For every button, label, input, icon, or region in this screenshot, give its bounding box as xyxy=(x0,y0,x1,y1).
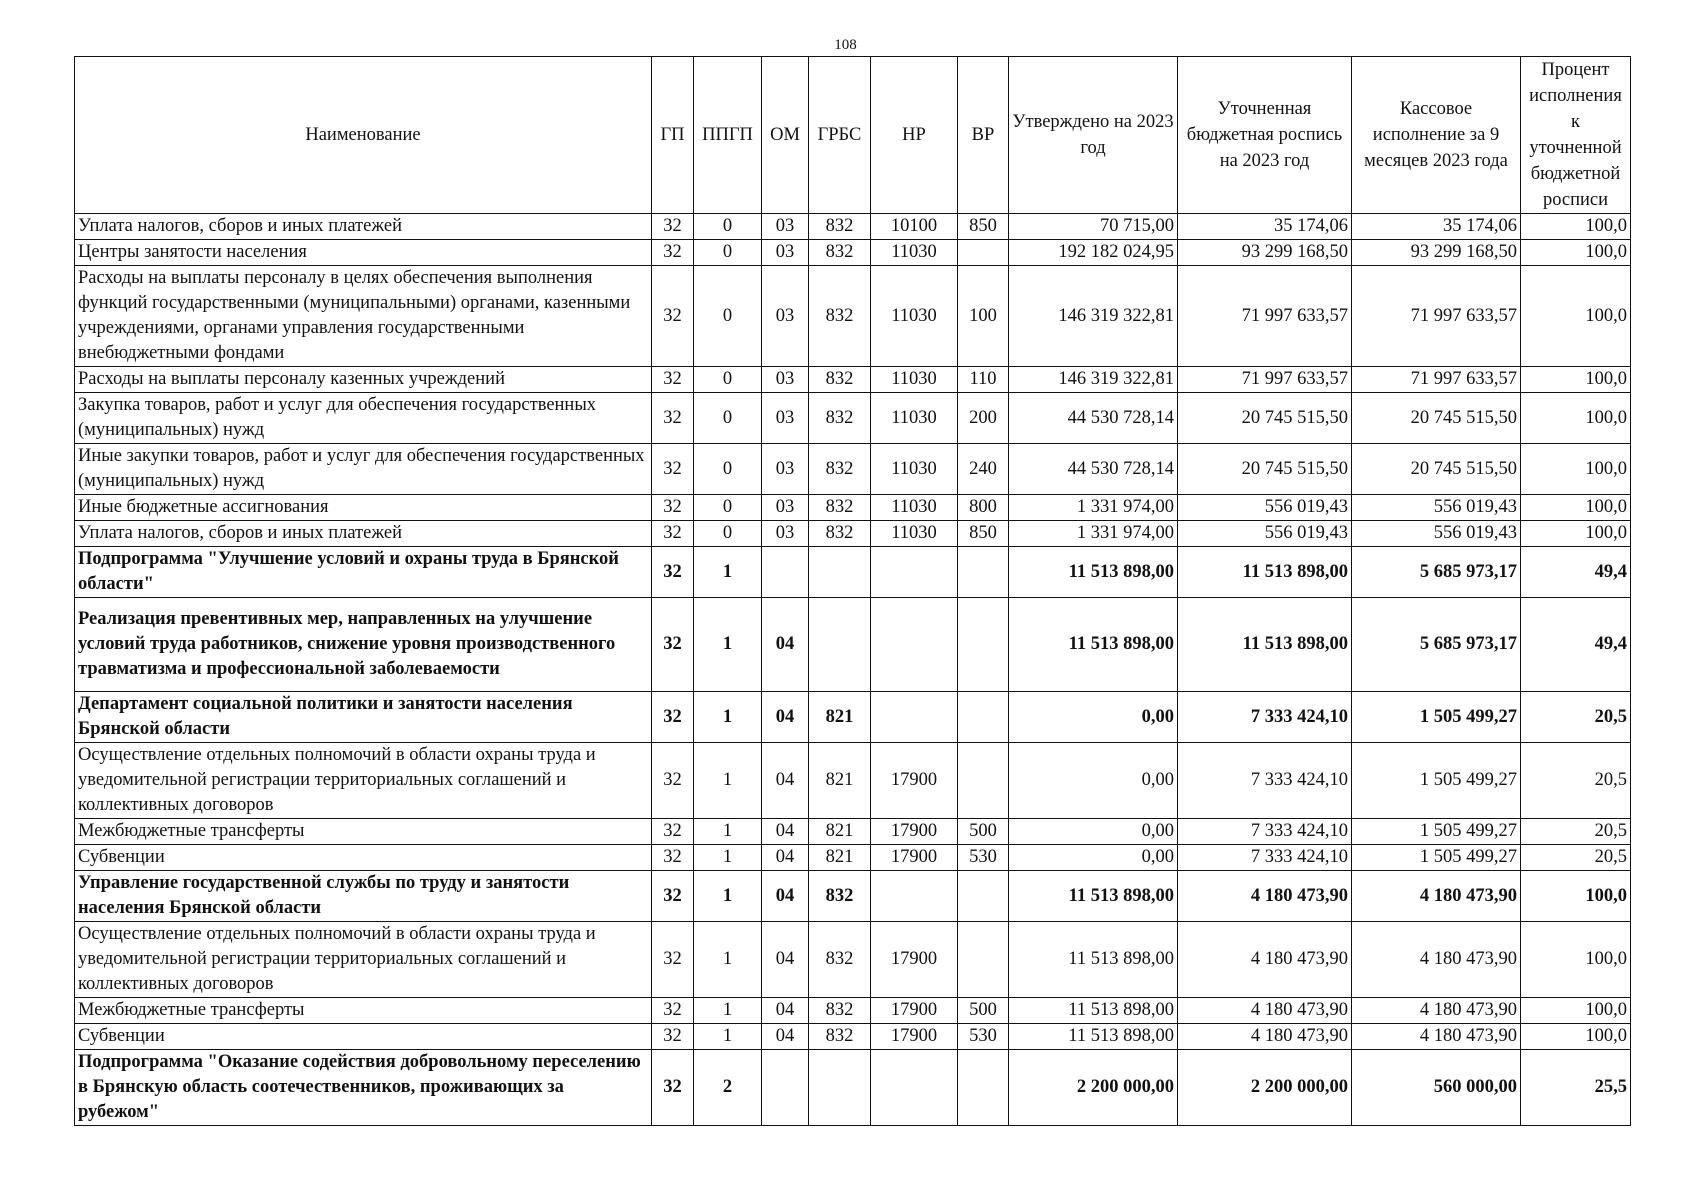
cell-vr xyxy=(958,547,1009,598)
header-np: НР xyxy=(871,57,958,214)
cell-ppgp: 0 xyxy=(694,393,762,444)
cell-ppgp: 0 xyxy=(694,240,762,266)
header-vr: ВР xyxy=(958,57,1009,214)
table-row xyxy=(75,240,1631,266)
cell-vr: 500 xyxy=(958,819,1009,845)
cell-cash: 20 745 515,50 xyxy=(1352,444,1521,495)
cell-name: Подпрограмма "Оказание содействия добровольному переселению в Брянскую область соотечественников, проживающих за рубежом" xyxy=(75,1050,652,1126)
table-row xyxy=(75,214,1631,240)
budget-table xyxy=(74,56,1631,1126)
cell-approved: 2 200 000,00 xyxy=(1009,1050,1178,1126)
cell-om: 04 xyxy=(762,819,809,845)
cell-cash: 93 299 168,50 xyxy=(1352,240,1521,266)
cell-gp: 32 xyxy=(652,743,694,819)
cell-grbs: 832 xyxy=(809,871,871,922)
cell-name: Центры занятости населения xyxy=(75,240,652,266)
cell-vr: 100 xyxy=(958,266,1009,367)
cell-np: 11030 xyxy=(871,495,958,521)
header-ppgp: ППГП xyxy=(694,57,762,214)
table-body xyxy=(75,214,1631,1126)
cell-refined: 11 513 898,00 xyxy=(1178,547,1352,598)
cell-gp: 32 xyxy=(652,845,694,871)
cell-om: 03 xyxy=(762,393,809,444)
cell-vr: 240 xyxy=(958,444,1009,495)
cell-cash: 1 505 499,27 xyxy=(1352,845,1521,871)
cell-approved: 1 331 974,00 xyxy=(1009,521,1178,547)
cell-gp: 32 xyxy=(652,819,694,845)
cell-om: 04 xyxy=(762,598,809,692)
cell-grbs: 832 xyxy=(809,214,871,240)
cell-approved: 11 513 898,00 xyxy=(1009,922,1178,998)
cell-cash: 5 685 973,17 xyxy=(1352,547,1521,598)
cell-name: Иные закупки товаров, работ и услуг для обеспечения государственных (муниципальных) нужд xyxy=(75,444,652,495)
cell-ppgp: 1 xyxy=(694,547,762,598)
cell-name: Уплата налогов, сборов и иных платежей xyxy=(75,214,652,240)
table-header-row xyxy=(75,57,1631,214)
cell-gp: 32 xyxy=(652,495,694,521)
cell-percent: 25,5 xyxy=(1521,1050,1631,1126)
cell-om xyxy=(762,547,809,598)
cell-vr: 500 xyxy=(958,998,1009,1024)
header-om: ОМ xyxy=(762,57,809,214)
cell-cash: 4 180 473,90 xyxy=(1352,922,1521,998)
cell-gp: 32 xyxy=(652,521,694,547)
cell-name: Уплата налогов, сборов и иных платежей xyxy=(75,521,652,547)
cell-refined: 11 513 898,00 xyxy=(1178,598,1352,692)
cell-om: 03 xyxy=(762,214,809,240)
header-cash: Кассовое исполнение за 9 месяцев 2023 года xyxy=(1352,57,1521,214)
header-gp: ГП xyxy=(652,57,694,214)
cell-ppgp: 1 xyxy=(694,1024,762,1050)
table-row xyxy=(75,495,1631,521)
cell-om: 03 xyxy=(762,521,809,547)
cell-refined: 7 333 424,10 xyxy=(1178,743,1352,819)
cell-refined: 20 745 515,50 xyxy=(1178,444,1352,495)
cell-grbs: 832 xyxy=(809,922,871,998)
cell-om: 03 xyxy=(762,266,809,367)
cell-approved: 0,00 xyxy=(1009,692,1178,743)
cell-percent: 20,5 xyxy=(1521,819,1631,845)
cell-percent: 100,0 xyxy=(1521,1024,1631,1050)
cell-percent: 100,0 xyxy=(1521,495,1631,521)
header-grbs: ГРБС xyxy=(809,57,871,214)
table-row xyxy=(75,367,1631,393)
cell-ppgp: 0 xyxy=(694,214,762,240)
cell-name: Подпрограмма "Улучшение условий и охраны труда в Брянской области" xyxy=(75,547,652,598)
cell-om xyxy=(762,1050,809,1126)
cell-ppgp: 1 xyxy=(694,692,762,743)
cell-vr xyxy=(958,240,1009,266)
cell-approved: 146 319 322,81 xyxy=(1009,266,1178,367)
cell-vr: 110 xyxy=(958,367,1009,393)
cell-om: 04 xyxy=(762,871,809,922)
table-row xyxy=(75,692,1631,743)
table-row xyxy=(75,598,1631,692)
cell-approved: 0,00 xyxy=(1009,819,1178,845)
cell-refined: 4 180 473,90 xyxy=(1178,1024,1352,1050)
cell-name: Департамент социальной политики и занятости населения Брянской области xyxy=(75,692,652,743)
cell-cash: 556 019,43 xyxy=(1352,495,1521,521)
cell-grbs: 832 xyxy=(809,495,871,521)
cell-ppgp: 1 xyxy=(694,922,762,998)
cell-grbs: 832 xyxy=(809,1024,871,1050)
cell-vr: 850 xyxy=(958,521,1009,547)
cell-gp: 32 xyxy=(652,444,694,495)
cell-gp: 32 xyxy=(652,871,694,922)
cell-approved: 0,00 xyxy=(1009,743,1178,819)
cell-gp: 32 xyxy=(652,266,694,367)
table-row xyxy=(75,266,1631,367)
table-row xyxy=(75,547,1631,598)
table-row xyxy=(75,845,1631,871)
cell-np: 11030 xyxy=(871,521,958,547)
cell-gp: 32 xyxy=(652,598,694,692)
cell-vr xyxy=(958,692,1009,743)
cell-approved: 11 513 898,00 xyxy=(1009,871,1178,922)
cell-gp: 32 xyxy=(652,214,694,240)
cell-ppgp: 2 xyxy=(694,1050,762,1126)
cell-om: 04 xyxy=(762,692,809,743)
cell-ppgp: 0 xyxy=(694,367,762,393)
cell-approved: 70 715,00 xyxy=(1009,214,1178,240)
cell-approved: 1 331 974,00 xyxy=(1009,495,1178,521)
cell-cash: 71 997 633,57 xyxy=(1352,367,1521,393)
cell-gp: 32 xyxy=(652,692,694,743)
cell-refined: 35 174,06 xyxy=(1178,214,1352,240)
cell-om: 03 xyxy=(762,367,809,393)
cell-name: Осуществление отдельных полномочий в области охраны труда и уведомительной регистрации территориальных соглашений и коллективных договоров xyxy=(75,922,652,998)
cell-cash: 5 685 973,17 xyxy=(1352,598,1521,692)
cell-cash: 4 180 473,90 xyxy=(1352,998,1521,1024)
cell-om: 03 xyxy=(762,240,809,266)
cell-grbs: 832 xyxy=(809,240,871,266)
table-row xyxy=(75,819,1631,845)
cell-grbs: 832 xyxy=(809,521,871,547)
cell-gp: 32 xyxy=(652,1024,694,1050)
cell-percent: 20,5 xyxy=(1521,845,1631,871)
cell-np: 11030 xyxy=(871,444,958,495)
cell-name: Субвенции xyxy=(75,1024,652,1050)
cell-grbs xyxy=(809,547,871,598)
cell-gp: 32 xyxy=(652,1050,694,1126)
cell-np: 10100 xyxy=(871,214,958,240)
cell-percent: 100,0 xyxy=(1521,998,1631,1024)
cell-name: Реализация превентивных мер, направленных на улучшение условий труда работников, снижение уровня производственного травматизма и профессиональной заболеваемости xyxy=(75,598,652,692)
table-row xyxy=(75,743,1631,819)
cell-np xyxy=(871,871,958,922)
cell-approved: 11 513 898,00 xyxy=(1009,598,1178,692)
table-row xyxy=(75,998,1631,1024)
cell-gp: 32 xyxy=(652,367,694,393)
cell-percent: 100,0 xyxy=(1521,444,1631,495)
cell-refined: 71 997 633,57 xyxy=(1178,266,1352,367)
cell-om: 04 xyxy=(762,998,809,1024)
cell-cash: 71 997 633,57 xyxy=(1352,266,1521,367)
cell-refined: 2 200 000,00 xyxy=(1178,1050,1352,1126)
cell-cash: 1 505 499,27 xyxy=(1352,692,1521,743)
cell-vr xyxy=(958,598,1009,692)
cell-np xyxy=(871,547,958,598)
cell-percent: 49,4 xyxy=(1521,598,1631,692)
cell-approved: 11 513 898,00 xyxy=(1009,547,1178,598)
cell-grbs: 821 xyxy=(809,743,871,819)
cell-percent: 100,0 xyxy=(1521,214,1631,240)
table-row xyxy=(75,393,1631,444)
cell-grbs: 821 xyxy=(809,819,871,845)
page-number: 108 xyxy=(834,37,857,53)
header-refined: Уточненная бюджетная роспись на 2023 год xyxy=(1178,57,1352,214)
header-approved: Утверждено на 2023 год xyxy=(1009,57,1178,214)
cell-np: 11030 xyxy=(871,393,958,444)
cell-name: Межбюджетные трансферты xyxy=(75,998,652,1024)
cell-approved: 192 182 024,95 xyxy=(1009,240,1178,266)
cell-grbs: 821 xyxy=(809,845,871,871)
cell-percent: 100,0 xyxy=(1521,521,1631,547)
cell-grbs: 832 xyxy=(809,266,871,367)
cell-percent: 100,0 xyxy=(1521,922,1631,998)
cell-approved: 11 513 898,00 xyxy=(1009,998,1178,1024)
cell-om: 03 xyxy=(762,444,809,495)
cell-grbs xyxy=(809,1050,871,1126)
cell-refined: 556 019,43 xyxy=(1178,495,1352,521)
cell-cash: 4 180 473,90 xyxy=(1352,1024,1521,1050)
cell-refined: 4 180 473,90 xyxy=(1178,871,1352,922)
cell-om: 04 xyxy=(762,922,809,998)
cell-percent: 100,0 xyxy=(1521,393,1631,444)
cell-om: 04 xyxy=(762,845,809,871)
cell-gp: 32 xyxy=(652,393,694,444)
cell-refined: 20 745 515,50 xyxy=(1178,393,1352,444)
cell-percent: 100,0 xyxy=(1521,871,1631,922)
cell-approved: 44 530 728,14 xyxy=(1009,393,1178,444)
cell-vr: 850 xyxy=(958,214,1009,240)
cell-refined: 7 333 424,10 xyxy=(1178,845,1352,871)
cell-om: 03 xyxy=(762,495,809,521)
cell-ppgp: 1 xyxy=(694,998,762,1024)
cell-refined: 4 180 473,90 xyxy=(1178,922,1352,998)
cell-vr xyxy=(958,922,1009,998)
cell-gp: 32 xyxy=(652,547,694,598)
header-percent: Процент исполнения к уточненной бюджетной росписи xyxy=(1521,57,1631,214)
cell-np xyxy=(871,598,958,692)
cell-refined: 93 299 168,50 xyxy=(1178,240,1352,266)
cell-approved: 11 513 898,00 xyxy=(1009,1024,1178,1050)
cell-vr xyxy=(958,743,1009,819)
cell-refined: 71 997 633,57 xyxy=(1178,367,1352,393)
cell-name: Расходы на выплаты персоналу в целях обеспечения выполнения функций государственными (муниципальными) органами, казенными учреждениями, органами управления государственными внебюджетными фондами xyxy=(75,266,652,367)
cell-percent: 100,0 xyxy=(1521,240,1631,266)
cell-vr: 200 xyxy=(958,393,1009,444)
cell-refined: 556 019,43 xyxy=(1178,521,1352,547)
cell-name: Управление государственной службы по труду и занятости населения Брянской области xyxy=(75,871,652,922)
cell-gp: 32 xyxy=(652,922,694,998)
header-name: Наименование xyxy=(75,57,652,214)
cell-np xyxy=(871,1050,958,1126)
cell-ppgp: 1 xyxy=(694,598,762,692)
cell-vr: 530 xyxy=(958,1024,1009,1050)
cell-grbs: 832 xyxy=(809,444,871,495)
cell-percent: 100,0 xyxy=(1521,367,1631,393)
cell-refined: 4 180 473,90 xyxy=(1178,998,1352,1024)
cell-name: Осуществление отдельных полномочий в области охраны труда и уведомительной регистрации территориальных соглашений и коллективных договоров xyxy=(75,743,652,819)
cell-om: 04 xyxy=(762,743,809,819)
cell-name: Межбюджетные трансферты xyxy=(75,819,652,845)
cell-np: 11030 xyxy=(871,240,958,266)
cell-np xyxy=(871,692,958,743)
cell-np: 11030 xyxy=(871,266,958,367)
cell-vr xyxy=(958,1050,1009,1126)
cell-cash: 1 505 499,27 xyxy=(1352,743,1521,819)
cell-ppgp: 0 xyxy=(694,495,762,521)
table-row xyxy=(75,871,1631,922)
cell-grbs xyxy=(809,598,871,692)
cell-gp: 32 xyxy=(652,240,694,266)
cell-percent: 20,5 xyxy=(1521,743,1631,819)
cell-np: 17900 xyxy=(871,819,958,845)
cell-cash: 560 000,00 xyxy=(1352,1050,1521,1126)
cell-np: 17900 xyxy=(871,922,958,998)
cell-grbs: 821 xyxy=(809,692,871,743)
cell-cash: 35 174,06 xyxy=(1352,214,1521,240)
cell-om: 04 xyxy=(762,1024,809,1050)
cell-np: 17900 xyxy=(871,743,958,819)
cell-refined: 7 333 424,10 xyxy=(1178,692,1352,743)
cell-vr: 530 xyxy=(958,845,1009,871)
cell-ppgp: 1 xyxy=(694,819,762,845)
cell-grbs: 832 xyxy=(809,393,871,444)
cell-name: Закупка товаров, работ и услуг для обеспечения государственных (муниципальных) нужд xyxy=(75,393,652,444)
cell-cash: 1 505 499,27 xyxy=(1352,819,1521,845)
table-row xyxy=(75,444,1631,495)
cell-name: Субвенции xyxy=(75,845,652,871)
cell-approved: 0,00 xyxy=(1009,845,1178,871)
cell-np: 17900 xyxy=(871,1024,958,1050)
cell-cash: 556 019,43 xyxy=(1352,521,1521,547)
cell-np: 17900 xyxy=(871,998,958,1024)
cell-cash: 4 180 473,90 xyxy=(1352,871,1521,922)
cell-approved: 146 319 322,81 xyxy=(1009,367,1178,393)
cell-percent: 100,0 xyxy=(1521,266,1631,367)
cell-name: Расходы на выплаты персоналу казенных учреждений xyxy=(75,367,652,393)
cell-ppgp: 1 xyxy=(694,871,762,922)
cell-ppgp: 0 xyxy=(694,266,762,367)
cell-approved: 44 530 728,14 xyxy=(1009,444,1178,495)
cell-ppgp: 1 xyxy=(694,743,762,819)
cell-ppgp: 1 xyxy=(694,845,762,871)
table-row xyxy=(75,922,1631,998)
cell-np: 17900 xyxy=(871,845,958,871)
table-row xyxy=(75,521,1631,547)
cell-refined: 7 333 424,10 xyxy=(1178,819,1352,845)
table-row xyxy=(75,1050,1631,1126)
cell-grbs: 832 xyxy=(809,367,871,393)
cell-gp: 32 xyxy=(652,998,694,1024)
cell-ppgp: 0 xyxy=(694,444,762,495)
cell-grbs: 832 xyxy=(809,998,871,1024)
cell-percent: 49,4 xyxy=(1521,547,1631,598)
cell-name: Иные бюджетные ассигнования xyxy=(75,495,652,521)
cell-percent: 20,5 xyxy=(1521,692,1631,743)
cell-np: 11030 xyxy=(871,367,958,393)
table-row xyxy=(75,1024,1631,1050)
cell-vr xyxy=(958,871,1009,922)
cell-ppgp: 0 xyxy=(694,521,762,547)
cell-cash: 20 745 515,50 xyxy=(1352,393,1521,444)
cell-vr: 800 xyxy=(958,495,1009,521)
